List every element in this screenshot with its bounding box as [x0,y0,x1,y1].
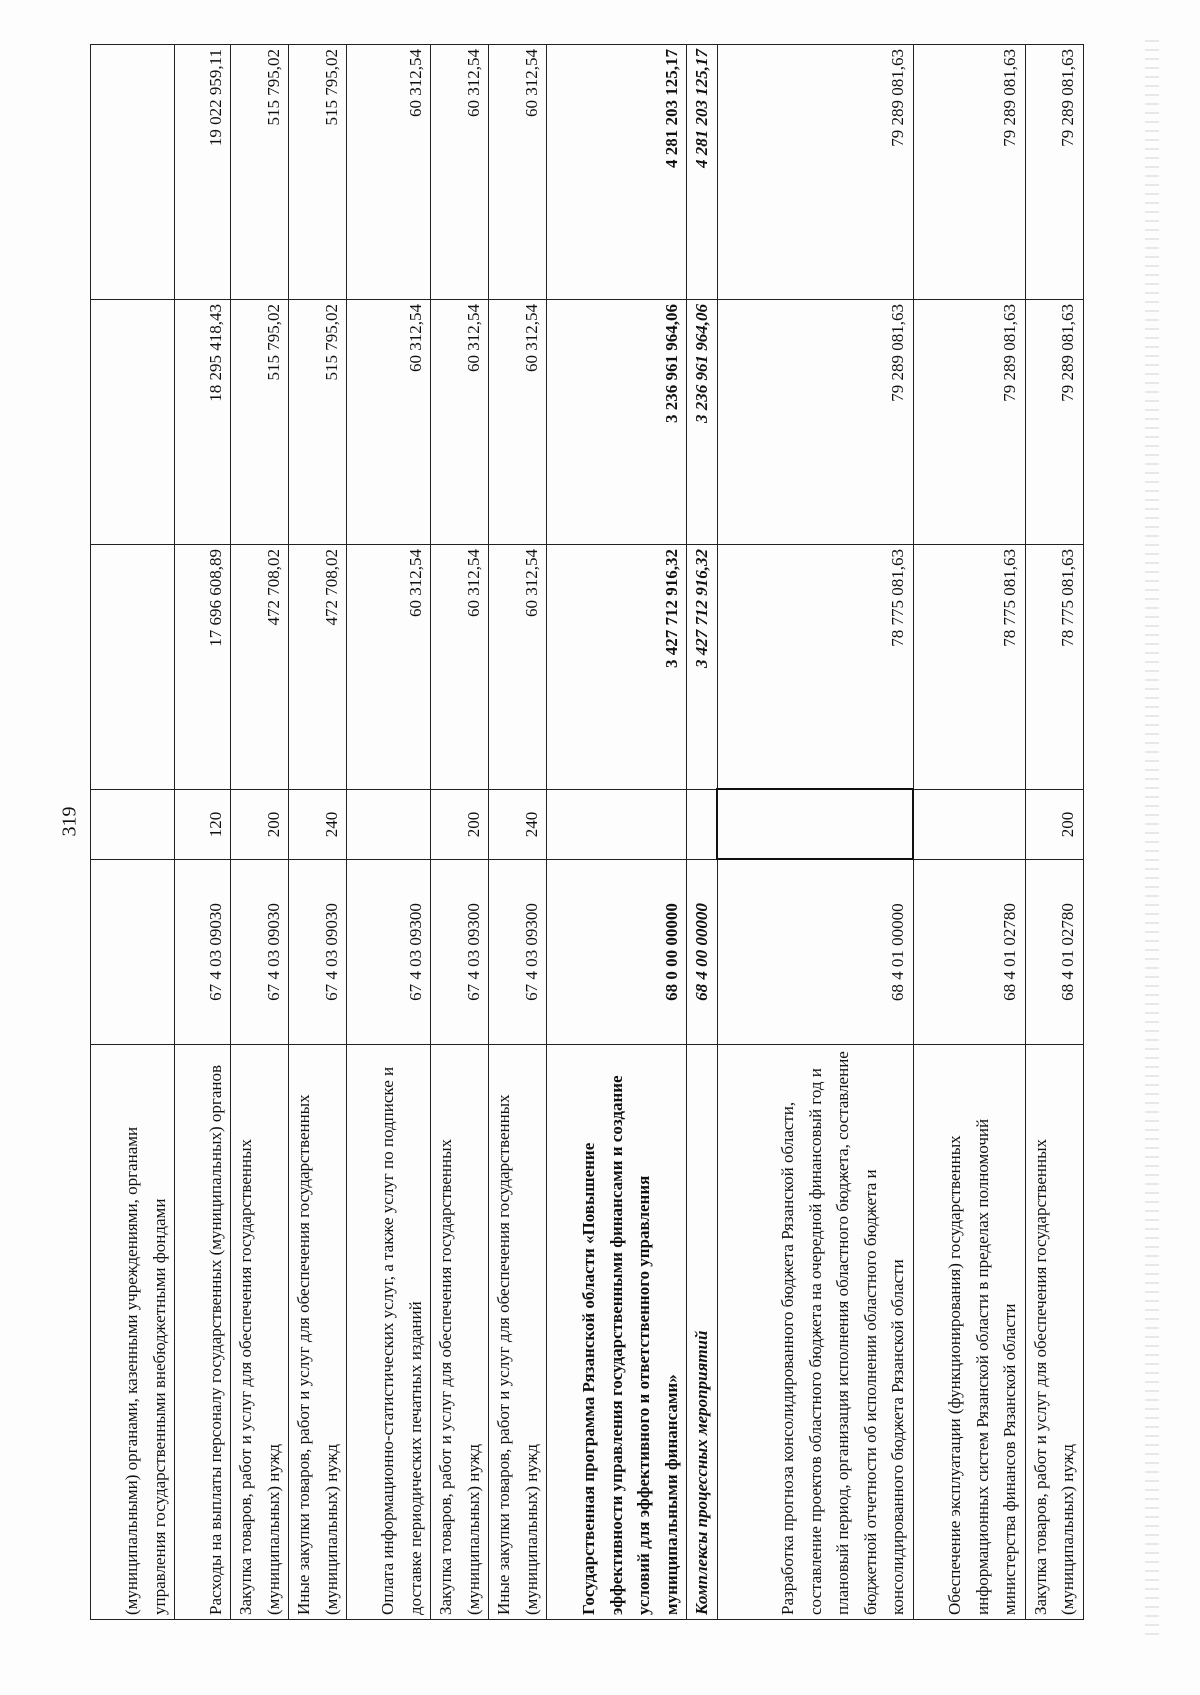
row-name: Закупка товаров, работ и услуг для обеспечения государственных (муниципальных) нужд [431,1045,489,1620]
row-name: Разработка прогноза консолидированного бюджета Рязанской области, составление проектов областного бюджета на очередной финансовый год и плановый период, организация исполнения областного бюджета, составление бюджетной отчетности об исполнении областного бюджета и консолидированного бюджета Рязанской области [717,1045,913,1620]
row-value-3: 19 022 959,11 [175,45,231,300]
page-number: 319 [58,806,81,837]
row-value-3 [91,45,175,300]
row-value-3: 79 289 081,63 [1025,45,1083,300]
budget-table [90,44,1084,1620]
row-value-1: 472 708,02 [231,545,289,790]
row-name: Иные закупки товаров, работ и услуг для обеспечения государственных (муниципальных) нужд [289,1045,347,1620]
row-value-1: 78 775 081,63 [717,545,913,790]
row-code [91,860,175,1045]
row-value-1: 60 312,54 [489,545,547,790]
row-name: Иные закупки товаров, работ и услуг для обеспечения государственных (муниципальных) нужд [489,1045,547,1620]
row-value-2: 79 289 081,63 [717,300,913,545]
table-row [913,45,1025,1620]
table-row [717,45,913,1620]
table-row [175,45,231,1620]
row-code: 67 4 03 09300 [431,860,489,1045]
row-vr [717,790,913,860]
row-value-3: 60 312,54 [489,45,547,300]
row-code: 68 4 00 00000 [687,860,718,1045]
row-value-2: 79 289 081,63 [1025,300,1083,545]
row-vr: 200 [431,790,489,860]
row-value-2: 515 795,02 [231,300,289,545]
row-value-1: 3 427 712 916,32 [547,545,687,790]
table-row [231,45,289,1620]
row-name: Государственная программа Рязанской области «Повышение эффективности управления государственными финансами и создание условий для эффективного и ответственного управления муниципальными финансами» [547,1045,687,1620]
table-row [91,45,175,1620]
row-code: 67 4 03 09300 [347,860,431,1045]
table-row [347,45,431,1620]
row-code: 67 4 03 09030 [289,860,347,1045]
row-name: Обеспечение эксплуатации (функционирования) государственных информационных систем Рязанской области в пределах полномочий министерства финансов Рязанской области [913,1045,1025,1620]
row-vr: 240 [489,790,547,860]
row-code: 67 4 03 09030 [175,860,231,1045]
row-value-3: 60 312,54 [431,45,489,300]
row-value-2: 18 295 418,43 [175,300,231,545]
row-vr [347,790,431,860]
row-vr [547,790,687,860]
row-vr [913,790,1025,860]
row-vr: 120 [175,790,231,860]
row-value-1: 78 775 081,63 [1025,545,1083,790]
row-vr: 240 [289,790,347,860]
row-vr: 200 [231,790,289,860]
row-value-1: 60 312,54 [431,545,489,790]
row-value-1 [91,545,175,790]
row-name: Закупка товаров, работ и услуг для обеспечения государственных (муниципальных) нужд [231,1045,289,1620]
row-value-2: 60 312,54 [431,300,489,545]
table-row [547,45,687,1620]
row-code: 68 4 01 00000 [717,860,913,1045]
row-value-3: 60 312,54 [347,45,431,300]
row-name: Оплата информационно-статистических услуг, а также услуг по подписке и доставке периодических печатных изданий [347,1045,431,1620]
row-code: 67 4 03 09030 [231,860,289,1045]
row-value-2: 60 312,54 [489,300,547,545]
row-value-1: 60 312,54 [347,545,431,790]
row-value-3: 79 289 081,63 [913,45,1025,300]
table-row [1025,45,1083,1620]
row-name: Расходы на выплаты персоналу государственных (муниципальных) органов [175,1045,231,1620]
row-value-1: 78 775 081,63 [913,545,1025,790]
table-row [687,45,718,1620]
row-value-3: 79 289 081,63 [717,45,913,300]
row-value-2: 60 312,54 [347,300,431,545]
row-value-3: 4 281 203 125,17 [687,45,718,300]
table-row [289,45,347,1620]
row-name: Закупка товаров, работ и услуг для обеспечения государственных (муниципальных) нужд [1025,1045,1083,1620]
row-code: 68 4 01 02780 [1025,860,1083,1045]
row-code: 68 4 01 02780 [913,860,1025,1045]
row-value-2 [91,300,175,545]
row-value-3: 515 795,02 [289,45,347,300]
row-value-1: 3 427 712 916,32 [687,545,718,790]
row-vr [687,790,718,860]
row-code: 68 0 00 00000 [547,860,687,1045]
row-value-2: 3 236 961 964,06 [687,300,718,545]
row-value-2: 3 236 961 964,06 [547,300,687,545]
row-value-1: 17 696 608,89 [175,545,231,790]
table-row [431,45,489,1620]
row-value-1: 472 708,02 [289,545,347,790]
scan-edge-artifact [1145,40,1159,1640]
row-value-2: 515 795,02 [289,300,347,545]
row-name: (муниципальными) органами, казенными учреждениями, органами управления государственными внебюджетными фондами [91,1045,175,1620]
row-value-3: 4 281 203 125,17 [547,45,687,300]
row-vr: 200 [1025,790,1083,860]
row-code: 67 4 03 09300 [489,860,547,1045]
row-value-2: 79 289 081,63 [913,300,1025,545]
row-vr [91,790,175,860]
row-value-3: 515 795,02 [231,45,289,300]
row-name: Комплексы процессных мероприятий [687,1045,718,1620]
table-row [489,45,547,1620]
budget-table-sheet [90,45,1077,1620]
